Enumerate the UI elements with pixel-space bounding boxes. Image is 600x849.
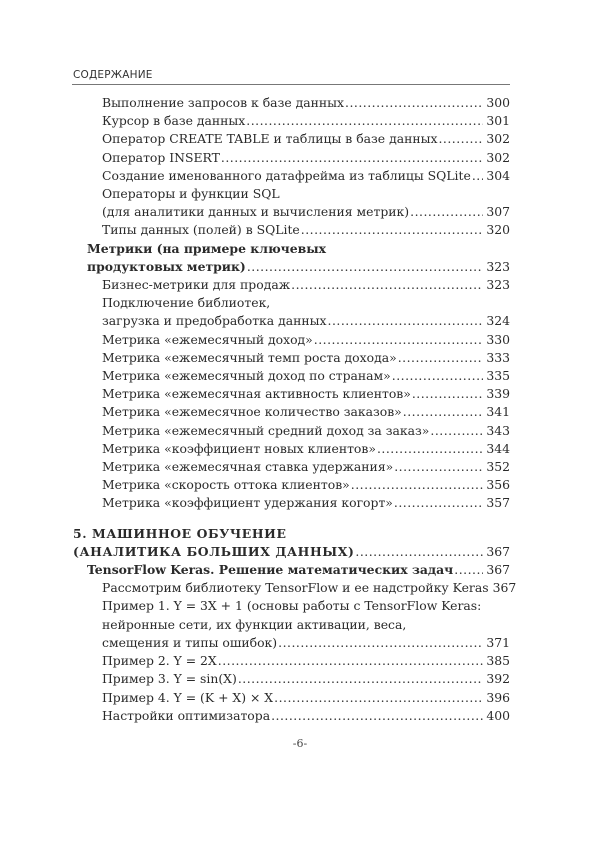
- toc-entry[interactable]: [73, 94, 510, 112]
- toc-page-number: 304: [486, 167, 510, 183]
- toc-entry[interactable]: [73, 561, 510, 579]
- toc-entry-title-line: Метрики (на примере ключевых: [87, 240, 327, 256]
- toc-page-number: 323: [486, 277, 510, 293]
- toc-entry[interactable]: [73, 597, 510, 652]
- dot-leader: [430, 422, 483, 440]
- toc-entry[interactable]: [73, 422, 510, 440]
- toc-entry-title-line: Оператор CREATE TABLE и таблицы в базе данных: [102, 131, 438, 147]
- toc-entry[interactable]: [73, 707, 510, 725]
- toc-page-number: 371: [486, 634, 510, 650]
- dot-leader: [238, 670, 484, 688]
- dot-leader: [394, 494, 483, 512]
- toc-entry[interactable]: [73, 167, 510, 185]
- toc-entry-row: [102, 331, 510, 349]
- toc-page-number: 357: [486, 495, 510, 511]
- dot-leader: [438, 130, 483, 148]
- toc-entry-row: [102, 422, 510, 440]
- toc-entry[interactable]: [73, 149, 510, 167]
- toc-page-number: 341: [486, 404, 510, 420]
- toc-entry-title-line: Пример 3. Y = sin(X): [102, 671, 237, 687]
- dot-leader: [278, 634, 483, 652]
- toc-entry-row: [102, 349, 510, 367]
- toc-entry-row: [87, 561, 510, 579]
- toc-entry[interactable]: [73, 525, 510, 561]
- toc-entry-row: [73, 543, 510, 561]
- toc-page-number: 323: [486, 258, 510, 274]
- toc-entry-row: [102, 149, 510, 167]
- toc-entry-title-line: Метрика «ежемесячный доход»: [102, 331, 313, 347]
- toc-entry-title-line: (для аналитики данных и вычисления метрик): [102, 204, 410, 220]
- dot-leader: [301, 221, 484, 239]
- toc-entry-title-line: Создание именованного датафрейма из таблицы SQLite: [102, 167, 471, 183]
- toc-page-number: 307: [486, 204, 510, 220]
- toc-entry-title-line: смещения и типы ошибок): [102, 634, 278, 650]
- toc-entry-row: [102, 130, 510, 148]
- toc-entry-title-line: Метрика «коэффициент удержания когорт»: [102, 495, 393, 511]
- toc-page-number: 367: [486, 562, 510, 578]
- toc-page-number: 400: [486, 707, 510, 723]
- toc-entry-title-line: Пример 4. Y = (K + X) × X: [102, 689, 274, 705]
- toc-entry[interactable]: [73, 458, 510, 476]
- toc-page-number: 320: [486, 222, 510, 238]
- toc-entry[interactable]: [73, 670, 510, 688]
- dot-leader: [218, 652, 484, 670]
- toc-entry[interactable]: [73, 130, 510, 148]
- toc-entry-title-line: Метрика «ежемесячный средний доход за заказ»: [102, 422, 430, 438]
- toc-entry-row: [102, 579, 517, 597]
- toc-entry[interactable]: [73, 276, 510, 294]
- toc-entry-title-line: Подключение библиотек,: [102, 295, 271, 311]
- toc-page-number: 335: [486, 368, 510, 384]
- toc-page-number: 385: [486, 653, 510, 669]
- toc-entry[interactable]: [73, 476, 510, 494]
- toc-page-number: 302: [486, 149, 510, 165]
- toc-page-number: 339: [486, 386, 510, 402]
- toc-entry-row: [102, 94, 510, 112]
- toc-entry-row: [102, 221, 510, 239]
- toc-entry-title-line: Метрика «ежемесячный доход по странам»: [102, 368, 391, 384]
- toc-entry-row: [102, 458, 510, 476]
- toc-entry-title-line: загрузка и предобработка данных: [102, 313, 327, 329]
- toc-entry-row: [102, 112, 510, 130]
- toc-entry-row: [102, 440, 510, 458]
- toc-page-number: 301: [486, 113, 510, 129]
- toc-entry-title-line: Курсор в базе данных: [102, 113, 246, 129]
- toc-entry-title-line: Метрика «скорость оттока клиентов»: [102, 477, 350, 493]
- toc-entry-title-line: Метрика «ежемесячная ставка удержания»: [102, 459, 394, 475]
- toc-entry-row: [102, 634, 510, 652]
- toc-entry[interactable]: [73, 221, 510, 239]
- dot-leader: [403, 403, 484, 421]
- dot-leader: [345, 94, 483, 112]
- dot-leader: [472, 167, 484, 185]
- toc-entry-row: [102, 167, 510, 185]
- toc-entry-title-line: Метрика «ежемесячное количество заказов»: [102, 404, 402, 420]
- toc-page-number: 367: [492, 580, 517, 596]
- toc-entry-title-line: Рассмотрим библиотеку TensorFlow и ее надстройку Keras: [102, 580, 489, 596]
- toc-entry-title-line: 5. МАШИННОЕ ОБУЧЕНИЕ: [73, 525, 287, 541]
- dot-leader: [355, 543, 483, 561]
- toc-entry-row: [102, 670, 510, 688]
- toc-page-number: 392: [486, 671, 510, 687]
- toc-entry-row: [102, 203, 510, 221]
- dot-leader: [246, 112, 483, 130]
- toc-entry[interactable]: [73, 349, 510, 367]
- toc-entry-title-line: Пример 1. Y = 3X + 1 (основы работы с TensorFlow Keras:: [102, 598, 482, 614]
- toc-entry[interactable]: [73, 185, 510, 221]
- toc-entry-row: [87, 258, 510, 276]
- dot-leader: [351, 476, 484, 494]
- dot-leader: [271, 707, 483, 725]
- toc-entry-row: [102, 312, 510, 330]
- toc-entry-row: [102, 476, 510, 494]
- running-header: СОДЕРЖАНИЕ: [73, 69, 153, 81]
- toc-entry-title-line: Бизнес-метрики для продаж: [102, 277, 291, 293]
- toc-page-number: 356: [486, 477, 510, 493]
- toc-entry-row: [102, 707, 510, 725]
- dot-leader: [454, 561, 483, 579]
- toc-entry[interactable]: [73, 385, 510, 403]
- toc-entry-row: [102, 403, 510, 421]
- toc-page-number: 324: [486, 313, 510, 329]
- toc-page-number: 302: [486, 131, 510, 147]
- toc-page-number: 333: [486, 349, 510, 365]
- dot-leader: [410, 203, 483, 221]
- page-number: -6-: [292, 737, 308, 750]
- toc-entry[interactable]: [73, 112, 510, 130]
- toc-entry-row: [102, 367, 510, 385]
- toc-page-number: 300: [486, 95, 510, 110]
- toc-entry[interactable]: [73, 440, 510, 458]
- toc-entry[interactable]: [73, 367, 510, 385]
- toc-entry[interactable]: [73, 579, 517, 597]
- toc-entry-row: [102, 385, 510, 403]
- toc-page-number: 343: [486, 422, 510, 438]
- toc-entry-title-line: Метрика «ежемесячная активность клиентов»: [102, 386, 411, 402]
- header-rule: [72, 84, 510, 85]
- toc-entry-title-line: Пример 2. Y = 2X: [102, 653, 217, 669]
- toc-entry-title-line: Оператор INSERT: [102, 149, 220, 165]
- toc-entry[interactable]: [73, 403, 510, 421]
- toc-page-number: 330: [486, 331, 510, 347]
- table-of-contents: [73, 94, 517, 725]
- toc-entry[interactable]: [73, 652, 510, 670]
- dot-leader: [398, 349, 484, 367]
- dot-leader: [394, 458, 483, 476]
- toc-entry-title-line: Настройки оптимизатора: [102, 707, 271, 723]
- toc-entry-title-line: нейронные сети, их функции активации, веса,: [102, 616, 407, 632]
- dot-leader: [274, 689, 483, 707]
- toc-page-number: 352: [486, 459, 510, 475]
- toc-page-number: 367: [486, 543, 510, 559]
- toc-entry-title-line: Операторы и функции SQL: [102, 186, 280, 202]
- dot-leader: [221, 149, 483, 167]
- toc-entry-row: [102, 276, 510, 294]
- toc-page-number: 344: [486, 440, 510, 456]
- dot-leader: [377, 440, 483, 458]
- toc-entry[interactable]: [73, 240, 510, 276]
- toc-entry[interactable]: [73, 294, 510, 330]
- toc-entry-title-line: Метрика «ежемесячный темп роста дохода»: [102, 349, 397, 365]
- toc-entry-row: [102, 652, 510, 670]
- toc-entry[interactable]: [73, 689, 510, 707]
- toc-entry-title-line: TensorFlow Keras. Решение математических задач: [87, 562, 454, 578]
- dot-leader: [247, 258, 484, 276]
- dot-leader: [328, 312, 484, 330]
- dot-leader: [412, 385, 483, 403]
- toc-page-number: 396: [486, 689, 510, 705]
- toc-entry-title-line: Выполнение запросов к базе данных: [102, 95, 344, 110]
- toc-entry-title-line: (АНАЛИТИКА БОЛЬШИХ ДАННЫХ): [73, 543, 355, 559]
- dot-leader: [392, 367, 484, 385]
- toc-entry[interactable]: [73, 331, 510, 349]
- toc-entry-row: [102, 494, 510, 512]
- toc-entry-title-line: продуктовых метрик): [87, 258, 246, 274]
- toc-entry[interactable]: [73, 494, 510, 512]
- dot-leader: [291, 276, 483, 294]
- toc-entry-title-line: Метрика «коэффициент новых клиентов»: [102, 440, 376, 456]
- toc-entry-title-line: Типы данных (полей) в SQLite: [102, 222, 300, 238]
- dot-leader: [314, 331, 484, 349]
- toc-entry-row: [102, 689, 510, 707]
